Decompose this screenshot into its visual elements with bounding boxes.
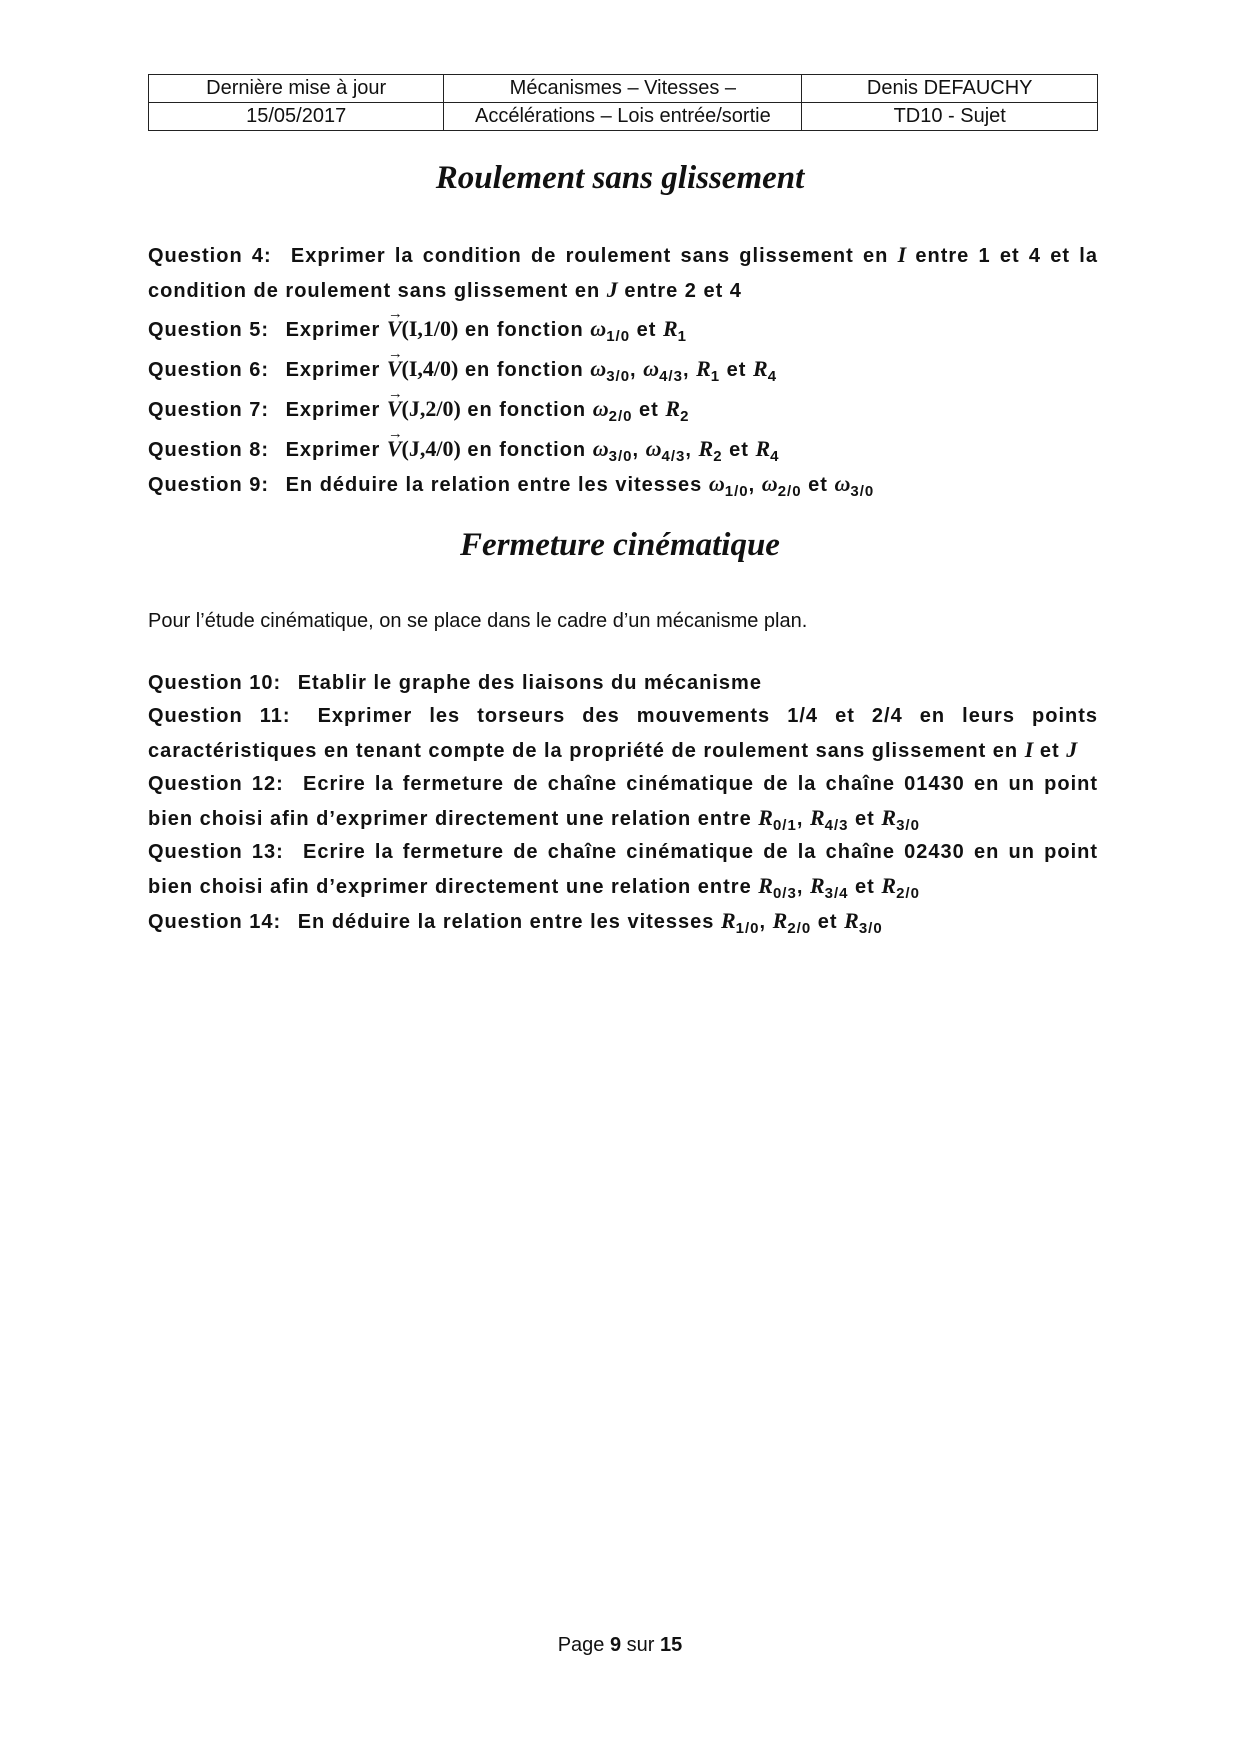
section-title-fermeture: Fermeture cinématique [460, 527, 780, 563]
subject-line-1: Mécanismes – Vitesses – [444, 75, 802, 103]
footer-total-pages: 15 [660, 1634, 683, 1656]
question-14: Question 14: En déduire la relation entre les vitesses $R_{1/0}$, $R_{2/0}$ et $R_{3/0}$ [148, 908, 883, 937]
question-9: Question 9: En déduire la relation entre les vitesses $\omega_{1/0}$, $\omega_{2/0}$ et $\omega_{3/0}$ [148, 471, 875, 500]
question-4: Question 4: Exprimer la condition de roulement sans glissement en I entre 1 et 4 et la condition de roulement sans glissement en J entre 2 et 4 [148, 242, 1098, 302]
question-7: Question 7: Exprimer → V(J,2/0) en fonction $\omega_{2/0}$ et $R_2$ [148, 392, 1098, 427]
questions-block-1 [148, 238, 1098, 502]
header-table [148, 74, 1098, 131]
question-8: Question 8: Exprimer → V(J,4/0) en fonction $\omega_{3/0}$, $\omega_{4/3}$, $R_2$ et $R_4$ [148, 432, 1098, 467]
section-title-roulement: Roulement sans glissement [435, 160, 805, 196]
questions-block-2 [148, 667, 1098, 939]
question-11: Question 11: Exprimer les torseurs des mouvements 1/4 et 2/4 en leurs points caractéristiques en tenant compte de la propriété de roulement sans glissement en I et J [148, 705, 1099, 762]
question-13: Question 13: Ecrire la fermeture de chaîne cinématique de la chaîne 02430 en un point bien choisi afin d’exprimer directement une relation entre $R_{0/3}$, $R_{3/4}$ et $R_{2/0}$ [148, 841, 1099, 902]
question-5: Question 5: Exprimer → V(I,1/0) en fonction $\omega_{1/0}$ et $R_1$ [148, 312, 1098, 347]
footer-sep: sur [626, 1634, 655, 1656]
page-footer [0, 1634, 1240, 1657]
footer-page-number: 9 [609, 1634, 622, 1656]
question-10: Question 10: Etablir le graphe des liaisons du mécanisme [148, 672, 762, 694]
question-12: Question 12: Ecrire la fermeture de chaîne cinématique de la chaîne 01430 en un point bien choisi afin d’exprimer directement une relation entre $R_{0/1}$, $R_{4/3}$ et $R_{3/0}$ [148, 773, 1099, 834]
section-intro: Pour l’étude cinématique, on se place dans le cadre d’un mécanisme plan. [148, 610, 808, 632]
footer-prefix: Page [557, 1634, 605, 1656]
subject-line-2: Accélérations – Lois entrée/sortie [444, 103, 802, 131]
author: Denis DEFAUCHY [802, 75, 1098, 103]
question-6: Question 6: Exprimer → V(I,4/0) en fonction $\omega_{3/0}$, $\omega_{4/3}$, $R_1$ et $R_4$ [148, 352, 1098, 387]
update-date: 15/05/2017 [149, 103, 444, 131]
doc-id: TD10 - Sujet [802, 103, 1098, 131]
last-update-label: Dernière mise à jour [149, 75, 444, 103]
